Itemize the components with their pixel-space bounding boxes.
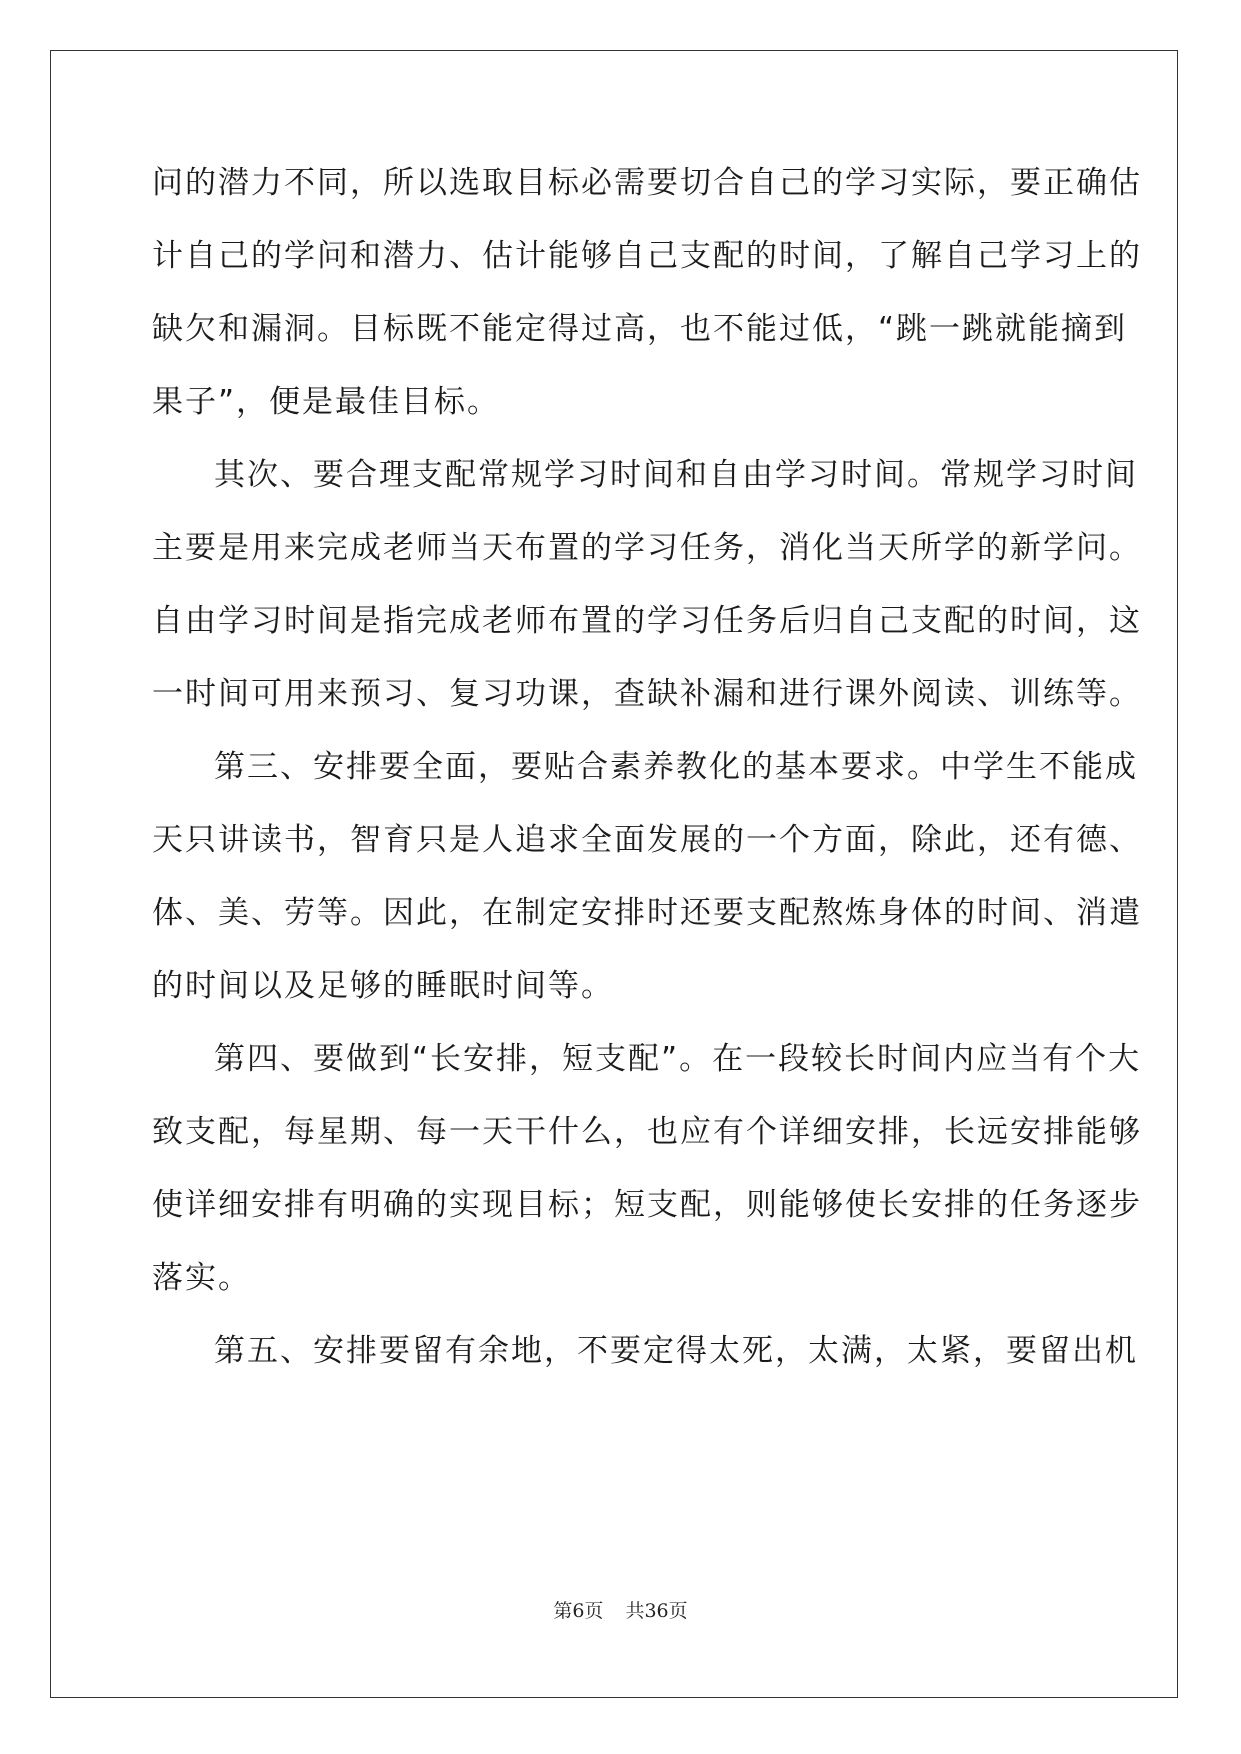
- page-footer: [0, 1596, 1241, 1623]
- text-line: 第三、安排要全面，要贴合素养教化的基本要求。中学生不能成: [214, 749, 1138, 785]
- text-line: 缺欠和漏洞。目标既不能定得过高，也不能过低，“跳一跳就能摘到: [152, 311, 1128, 347]
- text-line: 第四、要做到“长安排，短支配”。在一段较长时间内应当有个大: [214, 1041, 1142, 1077]
- text-line: 问的潜力不同，所以选取目标必需要切合自己的学习实际，要正确估: [152, 165, 1142, 201]
- text-line: 果子”，便是最佳目标。: [152, 384, 501, 420]
- text-line: 计自己的学问和潜力、估计能够自己支配的时间，了解自己学习上的: [152, 238, 1142, 274]
- text-line: 落实。: [152, 1260, 251, 1296]
- page-number: 第6页: [553, 1600, 604, 1622]
- text-line: 主要是用来完成老师当天布置的学习任务，消化当天所学的新学问。: [152, 530, 1142, 566]
- document-body: [152, 163, 1142, 1404]
- text-line: 致支配，每星期、每一天干什么，也应有个详细安排，长远安排能够: [152, 1114, 1142, 1150]
- text-line: 第五、安排要留有余地，不要定得太死，太满，太紧，要留出机: [214, 1333, 1138, 1369]
- text-line: 使详细安排有明确的实现目标；短支配，则能够使长安排的任务逐步: [152, 1187, 1142, 1223]
- page-total: 共36页: [625, 1600, 688, 1622]
- text-line: 其次、要合理支配常规学习时间和自由学习时间。常规学习时间: [214, 457, 1138, 493]
- text-line: 的时间以及足够的睡眠时间等。: [152, 968, 614, 1004]
- text-line: 一时间可用来预习、复习功课，查缺补漏和进行课外阅读、训练等。: [152, 676, 1142, 712]
- text-line: 自由学习时间是指完成老师布置的学习任务后归自己支配的时间，这: [152, 603, 1142, 639]
- text-line: 体、美、劳等。因此，在制定安排时还要支配熬炼身体的时间、消遣: [152, 895, 1142, 931]
- text-line: 天只讲读书，智育只是人追求全面发展的一个方面，除此，还有德、: [152, 822, 1142, 858]
